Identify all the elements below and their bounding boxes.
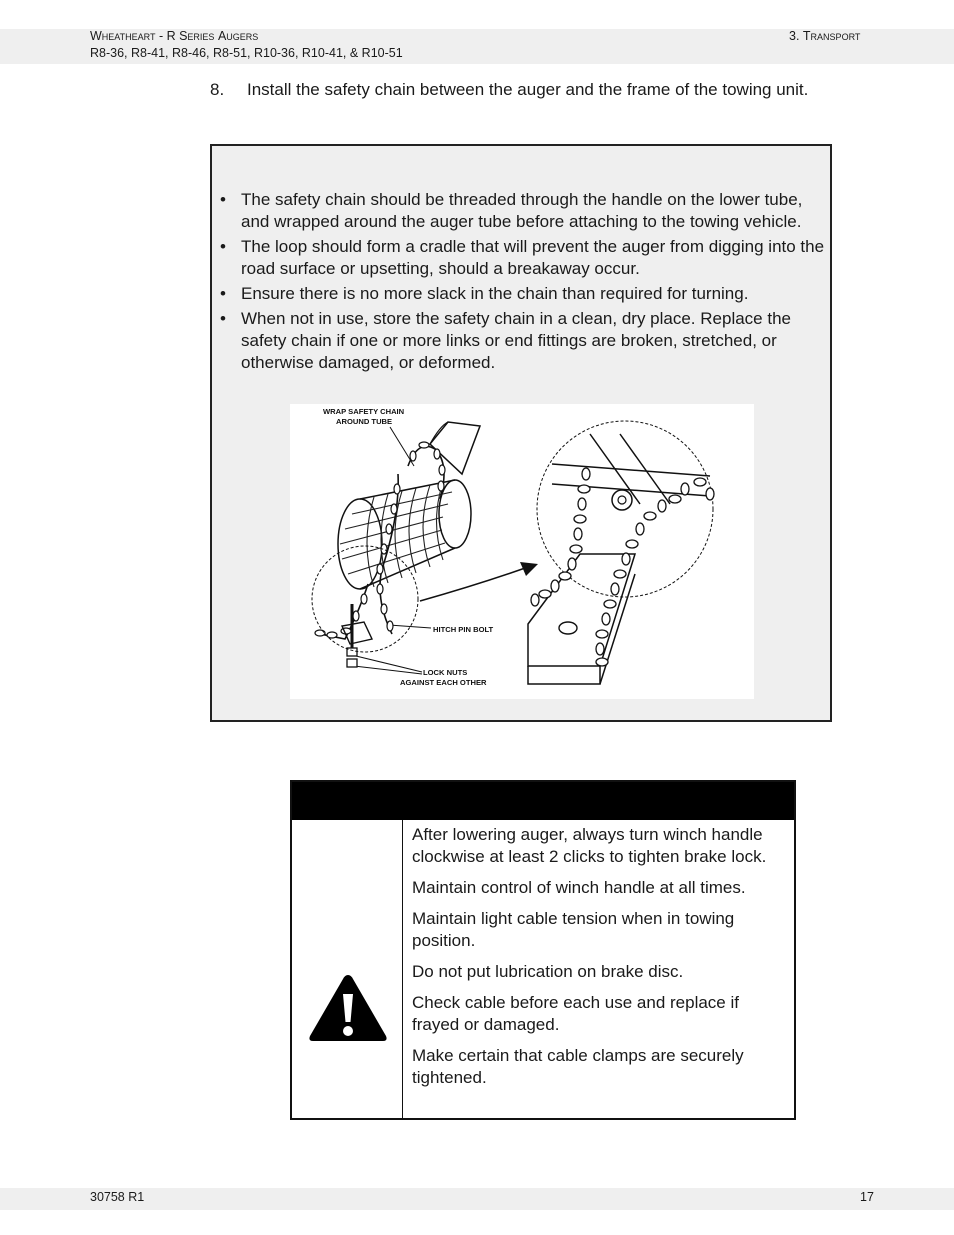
note-bullet: • When not in use, store the safety chain in a clean, dry place. Replace the safety chain if one or more links or end fittings are broken, stretched, or otherwise damaged, or deformed.	[220, 308, 832, 374]
step-item	[210, 80, 808, 100]
note-bullet: • The loop should form a cradle that will prevent the auger from digging into the road surface or upsetting, should a breakaway occur.	[220, 236, 832, 280]
section-name: Transport	[802, 29, 861, 43]
safety-chain-figure	[290, 404, 754, 699]
label-hitch-pin: HITCH PIN BOLT	[433, 625, 494, 634]
warning-line: Check cable before each use and replace if frayed or damaged.	[412, 993, 739, 1034]
note-box	[210, 144, 832, 722]
note-bullet: • The safety chain should be threaded through the handle on the lower tube, and wrapped around the auger tube before attaching to the towing vehicle.	[220, 189, 832, 233]
label-wrap-chain: WRAP SAFETY CHAIN	[323, 407, 405, 416]
label-around-tube: AROUND TUBE	[336, 417, 393, 426]
header-product: Augers	[217, 29, 259, 43]
note-bullet-list	[220, 189, 832, 377]
safety-chain-illustration	[290, 404, 754, 699]
label-against-each-other: AGAINST EACH OTHER	[400, 678, 487, 687]
label-lock-nuts: LOCK NUTS	[423, 668, 468, 677]
warning-line: Maintain control of winch handle at all times.	[412, 878, 746, 897]
header-brand: Wheatheart - R	[90, 29, 176, 43]
step-text: Install the safety chain between the auger and the frame of the towing unit.	[247, 80, 809, 99]
step-number: 8.	[210, 80, 225, 99]
warning-line: Do not put lubrication on brake disc.	[412, 962, 684, 981]
warning-header-bar	[292, 782, 794, 820]
warning-icon-cell	[292, 820, 403, 1118]
note-bullet: • Ensure there is no more slack in the chain than required for turning.	[220, 283, 832, 305]
warning-triangle-icon	[307, 972, 389, 1044]
warning-line: After lowering auger, always turn winch handle clockwise at least 2 clicks to tighten brake lock.	[412, 825, 767, 866]
warning-table	[290, 780, 796, 1120]
header-series: Series	[179, 29, 215, 43]
footer-page-number: 17	[860, 1190, 874, 1204]
warning-line: Make certain that cable clamps are securely tightened.	[412, 1046, 744, 1087]
section-number: 3.	[789, 29, 800, 43]
header-title	[90, 29, 258, 43]
warning-text-cell	[412, 824, 788, 1098]
footer-doc-number: 30758 R1	[90, 1190, 145, 1204]
warning-line: Maintain light cable tension when in towing position.	[412, 909, 735, 950]
header-section	[789, 29, 860, 43]
header-models: R8-36, R8-41, R8-46, R8-51, R10-36, R10-41, & R10-51	[90, 46, 403, 60]
